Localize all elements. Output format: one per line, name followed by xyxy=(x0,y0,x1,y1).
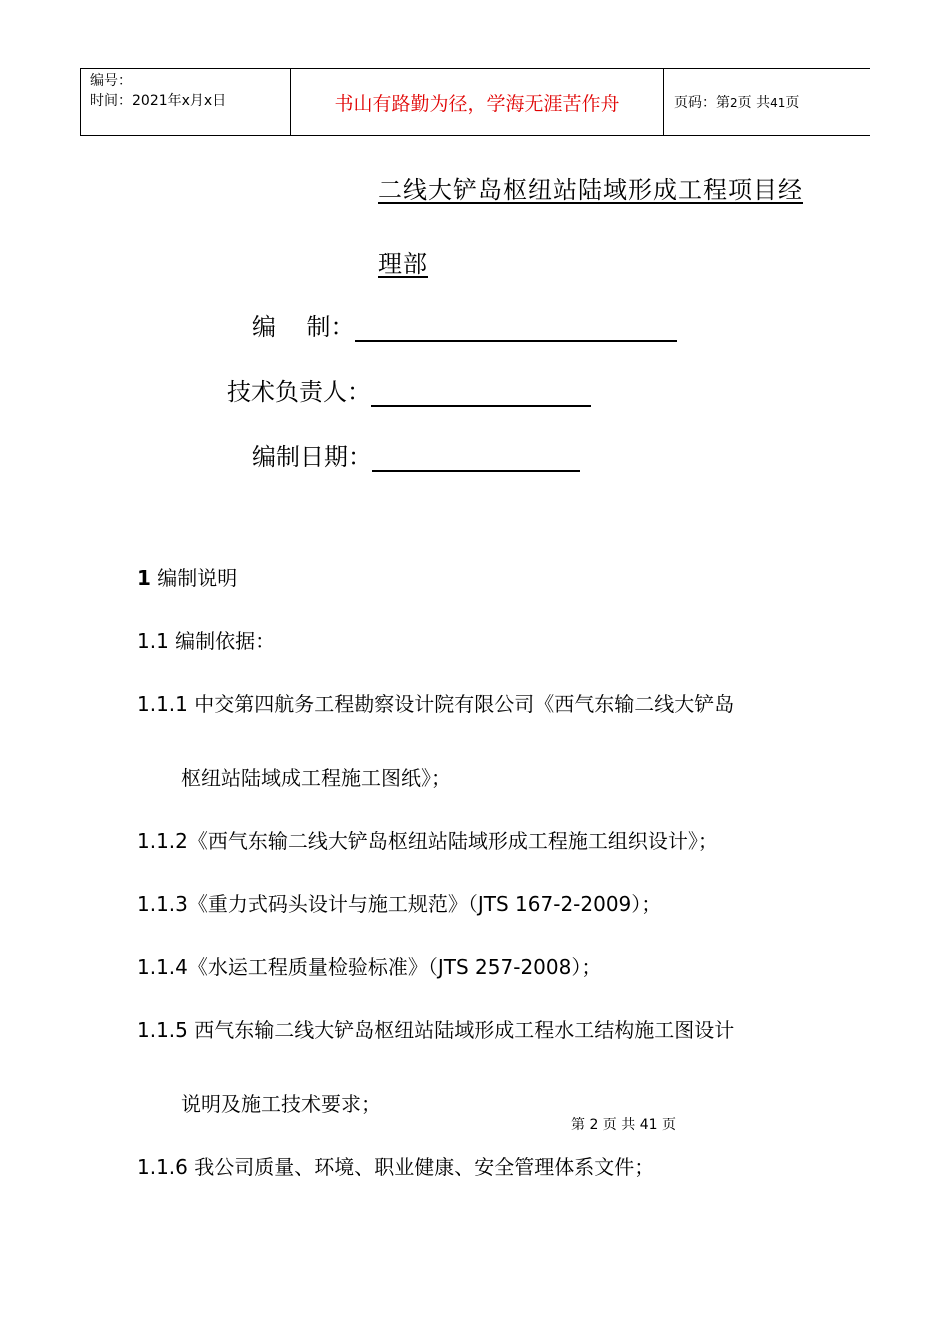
list-item: 说明及施工技术要求； xyxy=(181,1092,381,1116)
list-item: 1.1.2《西气东输二线大铲岛枢纽站陆域形成工程施工组织设计》； xyxy=(137,829,718,853)
document-number: 编号： xyxy=(90,73,132,89)
page-footer-number: 第 2 页 共 41 页 xyxy=(571,1117,676,1133)
list-item: 枢纽站陆域成工程施工图纸》； xyxy=(181,766,451,790)
compiler-signature-line xyxy=(355,316,677,342)
date-label: 编制日期： xyxy=(252,443,372,471)
section-heading-text: 编制说明 xyxy=(157,566,238,590)
document-time: 时间：2021年x月x日 xyxy=(90,93,227,109)
sub-heading: 1.1 编制依据： xyxy=(137,629,276,653)
date-row xyxy=(252,437,580,472)
compiler-row xyxy=(252,307,677,342)
tech-lead-label: 技术负责人： xyxy=(227,378,371,406)
list-item: 1.1.4《水运工程质量检验标准》（JTS 257-2008）； xyxy=(137,955,602,979)
title-line-2: 理部 xyxy=(378,250,428,278)
list-item: 1.1.6 我公司质量、环境、职业健康、安全管理体系文件； xyxy=(137,1155,655,1179)
document-header xyxy=(80,68,870,136)
section-heading xyxy=(137,566,237,590)
list-item: 1.1.1 中交第四航务工程勘察设计院有限公司《西气东输二线大铲岛 xyxy=(137,692,735,716)
title-line-1: 二线大铲岛枢纽站陆域形成工程项目经 xyxy=(378,176,803,204)
header-motto: 书山有路勤为径，学海无涯苦作舟 xyxy=(291,69,664,136)
list-item: 1.1.5 西气东输二线大铲岛枢纽站陆域形成工程水工结构施工图设计 xyxy=(137,1018,735,1042)
header-meta xyxy=(81,69,291,136)
compiler-label: 编 制： xyxy=(252,313,355,341)
tech-lead-row xyxy=(227,372,591,407)
tech-lead-signature-line xyxy=(371,381,591,407)
list-item: 1.1.3《重力式码头设计与施工规范》（JTS 167-2-2009）； xyxy=(137,892,662,916)
header-page-number: 页码：第2页 共41页 xyxy=(664,69,871,136)
date-signature-line xyxy=(372,446,580,472)
section-heading-number: 1 xyxy=(137,566,151,590)
